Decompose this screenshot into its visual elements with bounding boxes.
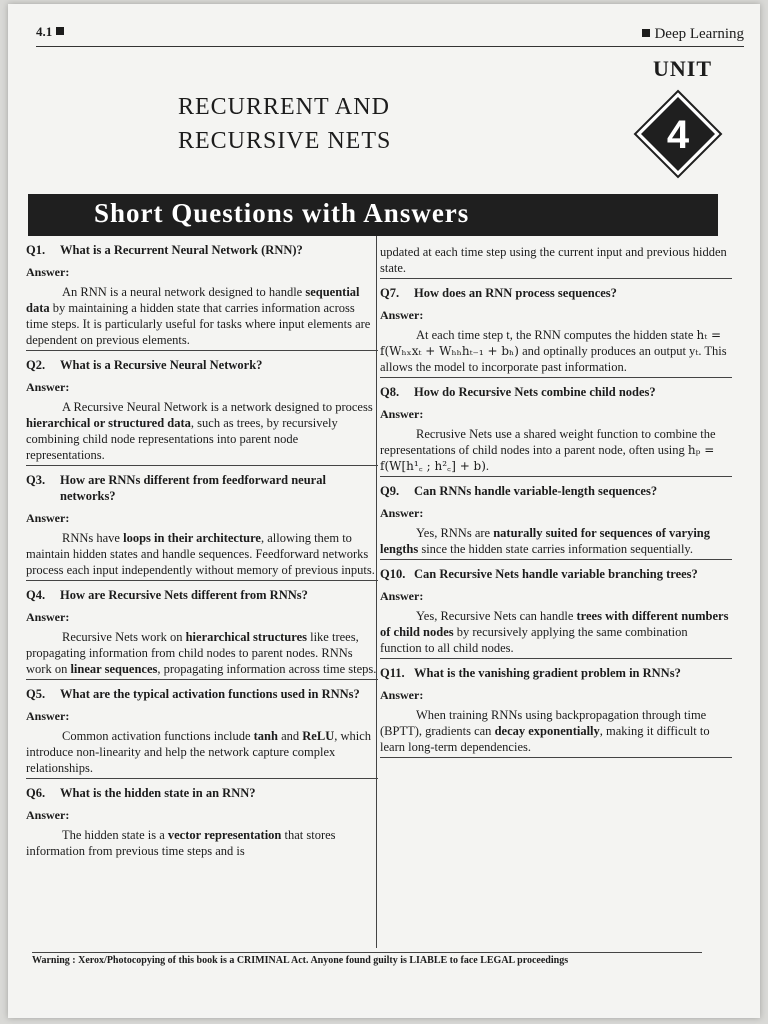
- book-title: Deep Learning: [638, 26, 744, 43]
- answer-text: RNNs have loops in their architecture, allowing them to maintain hidden states and handle sequences. Feedforward networks process each input independently without memory of previous inputs.: [26, 530, 378, 581]
- question: Q5. What are the typical activation functions used in RNNs?: [26, 687, 360, 701]
- question: Q4. How are Recursive Nets different from RNNs?: [26, 588, 308, 602]
- question: Q7. How does an RNN process sequences?: [380, 286, 617, 300]
- answer-label: Answer:: [26, 265, 70, 279]
- answer-text: Common activation functions include tanh and ReLU, which introduce non-linearity and help the network capture complex relationships.: [26, 728, 378, 779]
- answer-text: At each time step t, the RNN computes the hidden state hₜ = f(Wₕₓxₜ + Wₕₕhₜ₋₁ + bₕ) and optinally produces an output yₜ. This allows the model to incorporate past information.: [380, 327, 732, 378]
- answer-label: Answer:: [26, 709, 70, 723]
- question: Q8. How do Recursive Nets combine child nodes?: [380, 385, 656, 399]
- answer-text: Recursive Nets work on hierarchical structures like trees, propagating information from child nodes to parent nodes. RNNs work on linear sequences, propagating information across time steps.: [26, 629, 378, 680]
- question: Q2. What is a Recursive Neural Network?: [26, 358, 263, 372]
- answer-text: An RNN is a neural network designed to handle sequential data by maintaining a hidden state that carries information across time steps. It is particularly useful for tasks where input elements are dependent on previous elements.: [26, 284, 378, 351]
- answer-text: When training RNNs using backpropagation through time (BPTT), gradients can decay exponentially, making it difficult to learn long-term dependencies.: [380, 707, 732, 758]
- question: Q9. Can RNNs handle variable-length sequences?: [380, 484, 658, 498]
- chapter-title: RECURRENT AND RECURSIVE NETS: [178, 94, 392, 154]
- parent-node-formula: hₚ = f(W[h¹꜀ ; h²꜀] + b): [380, 443, 715, 473]
- section-banner: Short Questions with Answers: [28, 194, 718, 236]
- question: Q11. What is the vanishing gradient problem in RNNs?: [380, 666, 681, 680]
- unit-number-diamond: [633, 89, 723, 179]
- answer-label: Answer:: [380, 407, 424, 421]
- answer-label: Answer:: [380, 308, 424, 322]
- square-bullet-icon: [642, 29, 650, 37]
- answer-text: Yes, Recursive Nets can handle trees with different numbers of child nodes by recursively applying the same combination function to all child nodes.: [380, 608, 732, 659]
- answer-label: Answer:: [26, 380, 70, 394]
- answer-label: Answer:: [26, 511, 70, 525]
- header-rule: [36, 46, 744, 47]
- answer-continuation: updated at each time step using the current input and previous hidden state.: [380, 244, 732, 279]
- copyright-warning: Warning : Xerox/Photocopying of this book is a CRIMINAL Act. Anyone found guilty is LIABLE to face LEGAL proceedings: [32, 952, 702, 966]
- page-number: 4.1: [36, 24, 68, 40]
- answer-text: The hidden state is a vector representation that stores information from previous time steps and is: [26, 828, 336, 858]
- question: Q10. Can Recursive Nets handle variable branching trees?: [380, 567, 698, 581]
- question: Q6. What is the hidden state in an RNN?: [26, 786, 256, 800]
- right-column: [380, 236, 732, 762]
- answer-text: A Recursive Neural Network is a network designed to process hierarchical or structured data, such as trees, by recursively combining child node representations into parent node representations.: [26, 399, 378, 466]
- answer-label: Answer:: [380, 688, 424, 702]
- square-bullet-icon: [56, 27, 64, 35]
- book-page: [8, 4, 760, 1018]
- hidden-state-formula: hₜ = f(Wₕₓxₜ + Wₕₕhₜ₋₁ + bₕ): [380, 328, 722, 358]
- question: Q1. What is a Recurrent Neural Network (RNN)?: [26, 243, 303, 257]
- question: Q3. How are RNNs different from feedforward neural networks?: [26, 473, 326, 503]
- unit-label: UNIT: [653, 56, 713, 81]
- answer-label: Answer:: [380, 589, 424, 603]
- unit-number: 4: [666, 113, 690, 157]
- answer-text: Recrusive Nets use a shared weight function to combine the representations of child nodes into a parent node, often using hₚ = f(W[h¹꜀ ; h²꜀] + b).: [380, 426, 732, 477]
- answer-label: Answer:: [380, 506, 424, 520]
- answer-label: Answer:: [26, 610, 70, 624]
- answer-label: Answer:: [26, 808, 70, 822]
- answer-text: Yes, RNNs are naturally suited for sequences of varying lengths since the hidden state carries information sequentially.: [380, 525, 732, 560]
- left-column: [26, 236, 378, 861]
